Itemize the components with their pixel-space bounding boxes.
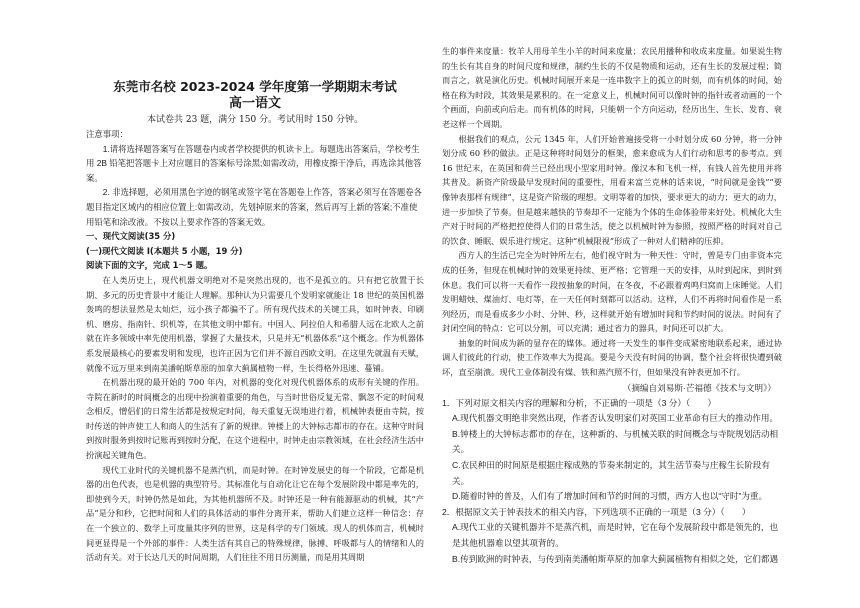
article-source: （摘编自刘易斯·芒福德《技术与文明》）	[622, 382, 776, 393]
article-paragraph: 根据我们的观点，公元 1345 年，人们开始普遍接受将一小时划分成 60 分钟，将一分钟划分成 60 秒的做法。正是这种将时间划分的框架，愈来愈成为人们行动和思考的参考点。到 16 世纪末，在英国和荷兰已经出现小型家用时钟。像汉本和飞机一样，有钱人首先使用并将其普及。新资产阶级最早发现时间的重要性，用看来富兰克林的话来说，“时间就是金钱”“要像钟表那样有规律”，这是资产阶级的理想。文明等着的加快，要求更大的动力；更大的动力，进一步加快了节奏。但是越来越快的节奏却不一定能为个体的生命体验带来好处。机械化大生产对于时间的严格把控使得人们的日常生活，使之以机械时钟为参照，按照严格的时间对自己的饮食、睡眠、娱乐进行规定。这种“机械限视”形成了一种对人们精神的压抑。	[442, 133, 782, 246]
exam-subject: 高一语文	[228, 96, 281, 111]
question-stem: 1．下列对原文相关内容的理解和分析，不正确的一项是（3 分）（ ）	[442, 397, 717, 408]
question-option: D.随着时钟的普及，人们有了增加时间和节约时间的习惯，西方人也以“守时”为重。	[452, 491, 768, 502]
article-paragraph: 西方人的生活已完全为时钟所左右，他们视守时为一种天性：守时，曾是专门由非资本完成的任务，但现在机械时钟的效果更持续、更严格；它管理一天的安排，从时到起床，到时到休息。我们可以将一天看作一段按抽象的时间，在冬夜，不必跟着鸡鸣归窝而上床睡觉。人们发明蜡烛、煤油灯、电灯等，在一天任何时刻都可以活动。这样，人们不再将时间看作是一系列经历，而是看成多少小时、分钟、秒，这样就开始有增加时间和节约时间的说法。时间有了封闭空间的特点：它可以分割，可以充满；通过省力的器具，时间还可以扩大。	[442, 250, 782, 334]
article-paragraph: 现代工业时代的关键机器不是蒸汽机，而是时钟。在时钟发展史的每一个阶段，它都是机器的出色代表，也是机器的典型符号。其标准化与自动化让它在每个发展阶段中都是率先的，即使到今天，时钟仍然是如此，为其他机器所不及。时钟还是一种有能源驱动的机械，其“产品”是分和秒，它把时间和人们的具体活动的事件分离开来，帮助人们建立这样一种信念：存在一个独立的、数学上可度量其序列的世界，这是科学的专门领域。现人的机体而言，机械时间更显得是一个外部的事件：人类生活有其自己的特殊规律，脉搏、呼吸都与人的情绪和人的活动有关。对于长达几天的时间周期，人们往往不用日历测量，而是用其周期	[86, 464, 424, 563]
reading-instruction: 阅读下面的文字，完成 1～5 题。	[86, 260, 213, 271]
question-option: A.现代工业的关键机器并不是蒸汽机，而是时钟，它在每个发展阶段中都是领先的，也是其他机器难以望其项背的。	[452, 522, 779, 548]
question-stem: 2．根据原文关于钟表技术的相关内容，下列选项不正确的一项是（3 分）（ ）	[442, 506, 751, 517]
article-paragraph: 抽象的时间成为新的显存在的媒体。通过将一天发生的事件变成紧密地联系起来，通过协调人们彼此的行动，使工作效率大为提高。要是今天没有时间的协调，整个社会将很快遭到破坏，直至崩溃。现代工业体制没有煤、铁和蒸汽照不行，但如果没有钟表更加不行。	[442, 337, 782, 378]
question-option: B.钟楼上的大钟标志都市的存在，这种新的、与机械关联的时间概念与寺院规划活动相关。	[452, 428, 779, 455]
question-option: A.现代机器文明绝非突然出现，作者否认发明家们对英国工业革命有巨大的推动作用。	[452, 413, 779, 424]
exam-info: 本试卷共 23 题，满分 150 分。考试用时 150 分钟。	[147, 115, 363, 125]
article-paragraph: 在人类历史上，现代机器文明绝对不是突然出现的，也不是孤立的。只有把它放置于长期、多元的历史背景中才能让人理解。那种认为只需要几个发明家就能让 18 世纪的英国机器轰鸣的想法显然是太灿烂，远小孩子都骗不了。所有现代技术的关键工具，如时钟表、印刷机、磨房、指南针、织机等，在其他文明中都有。中国人、阿拉伯人和希腊人远在北欧人之前就在许多领域中率先使用机器，掌握了大量技术，只是并无“机器体系”这个概念。作为机器体系发展最核心的要素发明和发现，也许正因为它们并不源自西欧文明。在这里先就温有天赋，就像不远万里来到南美潘帕斯草原的加拿大蓟属植物一样，生长得格外迅速、蔓铺。	[86, 274, 424, 373]
subsection-heading: (一)现代文阅读 I(本题共 5 小题，19 分)	[86, 245, 243, 256]
section-heading: 一、现代文阅读(35 分)	[86, 231, 176, 242]
question-option: B.传到欧洲的时钟表，与传到南美潘帕斯草原的加拿大蓟属植物有相似之处，它们都遇	[452, 553, 779, 564]
exam-title: 东莞市名校 2023-2024 学年度第一学期期末考试	[113, 79, 397, 94]
note-item: 1.请将选择题答案写在答题卷内或者学校提供的机读卡上。每题选出答案后，学校考生用 2B 铅笔把答题卡上对应题目的答案标号涂黑;如需改动，用橡皮擦干净后，再选涂其他答案。	[86, 143, 422, 183]
article-paragraph: 生的事件来度量：牧羊人用母羊生小羊的时间来度量；农民用播种和收成来度量。如果说生物的生长有其自身的时间尺度和规律，制约生长的不仅是物质和运动，还有生长的发展过程；简而言之，就是演化历史。机械时间展开来是一连串数字上的孤立的时刻，而有机体的时间，始格在称为时段，其效果是累积的。在一定意义上，机械时间可以像时钟的指针或者动画的一个个画面，向前或向后走。而有机体的时间，只能朝一个方向运动，经历出生、生长、发育、衰老这样一个周期。	[442, 46, 782, 129]
note-item: 2. 非选择题，必须用黑色字迹的钢笔或签字笔在答题卷上作答，答案必须写在答题卷各题目指定区域内的相应位置上:如需改动，先划掉原来的答案，然后再写上新的答案;不准使用铅笔和涂改液。不按以上要求作答的答案无效。	[86, 187, 422, 227]
article-paragraph: 在机器出现的最开始的 700 年内，对机器的变化对现代机器体系的成形有关键的作用。寺院在新时的时间概念的出现中扮演着重要的角色，与当时世俗反复无常、飘忽不定的时间观念相反，憎侣们的日常生活都是按规定时间，每天重复无误地进行着，机械钟表便由寺院，按时传送的钟声使工人和商人的生活有了新的规律。钟楼上的大钟标志都市的存在。这种守时间到按时服务到按时记账再到按时分配，在这个进程中，时钟走由宗教领域，在社会经济生活中扮演起关键角色。	[86, 377, 424, 461]
right-column	[442, 0, 782, 608]
question-option: C.农民种田的时间原是根据庄稼成熟的节奏来制定的，其生活节奏与庄稼生长阶段有关。	[452, 460, 770, 486]
left-column	[86, 0, 424, 608]
notes-heading: 注意事项：	[86, 129, 128, 139]
